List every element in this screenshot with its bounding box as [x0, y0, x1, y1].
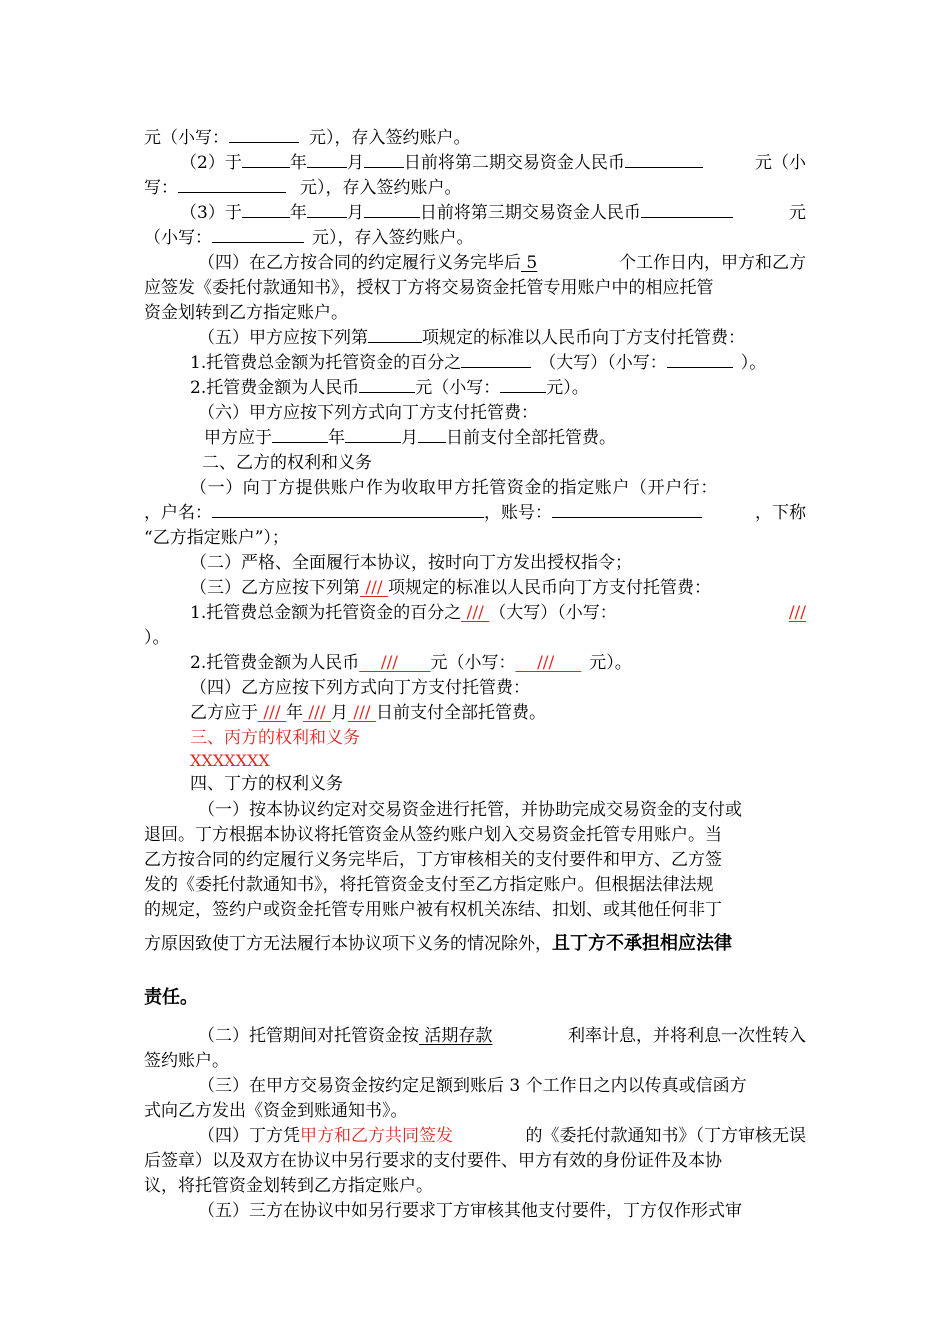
- line-1: 元（小写： 元），存入签约账户。: [144, 128, 471, 148]
- sec5-line-1: （五）甲方应按下列第 项规定的标准以人民币向丁方支付托管费：: [198, 328, 745, 348]
- line-2: （2）于 年 月 日前将第二期交易资金人民币 元（小: [180, 153, 806, 173]
- partD-p1-line-7: 责任。: [144, 987, 198, 1008]
- partD-p4-line-3: 议，将托管资金划转到乙方指定账户。: [144, 1176, 433, 1196]
- partD-p1-line-5: 的规定，签约户或资金托管专用账户被有权机关冻结、扣划、或其他任何非丁: [144, 900, 722, 920]
- partB-p1-line-2: ，户名： ，账号： ，下称: [144, 503, 806, 523]
- sec6-line-1: （六）甲方应按下列方式向丁方支付托管费：: [198, 403, 538, 423]
- sec6-line-2: 甲方应于 年 月 日前支付全部托管费。: [204, 428, 616, 448]
- sec5-line-3: 2.托管费金额为人民币 元（小写： 元）。: [190, 378, 589, 398]
- partD-p4-line-1: （四）丁方凭甲方和乙方共同签发 的《委托付款通知书》（丁方审核无误: [198, 1126, 806, 1146]
- partC-body: XXXXXXX: [190, 751, 270, 770]
- partB-p3: （三）乙方应按下列第 /// 项规定的标准以人民币向丁方支付托管费：: [190, 578, 711, 598]
- sec5-line-2: 1.托管费总金额为托管资金的百分之 （大写）（小写： ）。: [190, 353, 767, 373]
- partB-p2: （二）严格、全面履行本协议，按时向丁方发出授权指令；: [190, 553, 632, 573]
- partB-p7: 乙方应于 /// 年 /// 月 /// 日前支付全部托管费。: [190, 703, 546, 723]
- sec4-line-1: （四）在乙方按合同的约定履行义务完毕后 5 个工作日内，甲方和乙方: [198, 253, 806, 273]
- section-title-c: 三、丙方的权利和义务: [190, 728, 360, 748]
- partB-p5: 2.托管费金额为人民币 /// 元（小写： /// 元）。: [190, 653, 632, 673]
- section-title-b: 二、乙方的权利和义务: [202, 453, 372, 473]
- partD-p1-line-2: 退回。丁方根据本协议将托管资金从签约账户划入交易资金托管专用账户。当: [144, 825, 722, 845]
- partD-p1-line-4: 发的《委托付款通知书》，将托管资金支付至乙方指定账户。但根据法律法规: [144, 875, 714, 895]
- blank: [229, 126, 299, 143]
- line-4: （3）于 年 月 日前将第三期交易资金人民币 元: [180, 203, 806, 223]
- line-5: （小写： 元），存入签约账户。: [144, 228, 474, 248]
- partD-p5-line-1: （五）三方在协议中如另行要求丁方审核其他支付要件，丁方仅作形式审: [198, 1201, 742, 1221]
- partD-p3-line-2: 式向乙方发出《资金到账通知书》。: [144, 1101, 408, 1121]
- partD-p3-line-1: （三）在甲方交易资金按约定足额到账后 3 个工作日之内以传真或信函方: [198, 1076, 747, 1096]
- section-title-d: 四、丁方的权利义务: [190, 774, 343, 794]
- partD-p1-line-1: （一）按本协议约定对交易资金进行托管，并协助完成交易资金的支付或: [198, 800, 742, 820]
- sec4-line-3: 资金划转到乙方指定账户。: [144, 303, 348, 323]
- partB-p1-line-1: （一）向丁方提供账户作为收取甲方托管资金的指定账户（开户行：: [190, 478, 718, 498]
- partB-p4-line-2: ）。: [144, 628, 170, 648]
- partB-p1-line-3: “乙方指定账户”）；: [144, 528, 289, 548]
- partD-p2-line-1: （二）托管期间对托管资金按 活期存款 利率计息，并将利息一次性转入: [198, 1026, 806, 1046]
- partD-p1-line-6: 方原因致使丁方无法履行本协议项下义务的情况除外，且丁方不承担相应法律: [144, 933, 732, 954]
- sec4-line-2: 应签发《委托付款通知书》，授权丁方将交易资金托管专用账户中的相应托管: [144, 278, 714, 298]
- partD-p1-line-3: 乙方按合同的约定履行义务完毕后，丁方审核相关的支付要件和甲方、乙方签: [144, 850, 722, 870]
- partB-p6: （四）乙方应按下列方式向丁方支付托管费：: [190, 678, 530, 698]
- partB-p4-line-1: 1.托管费总金额为托管资金的百分之 /// （大写）（小写： ///: [190, 603, 806, 623]
- line-3: 写： 元），存入签约账户。: [144, 178, 462, 198]
- partD-p4-line-2: 后签章）以及双方在协议中另行要求的支付要件、甲方有效的身份证件及本协: [144, 1151, 722, 1171]
- partD-p2-line-2: 签约账户。: [144, 1051, 229, 1071]
